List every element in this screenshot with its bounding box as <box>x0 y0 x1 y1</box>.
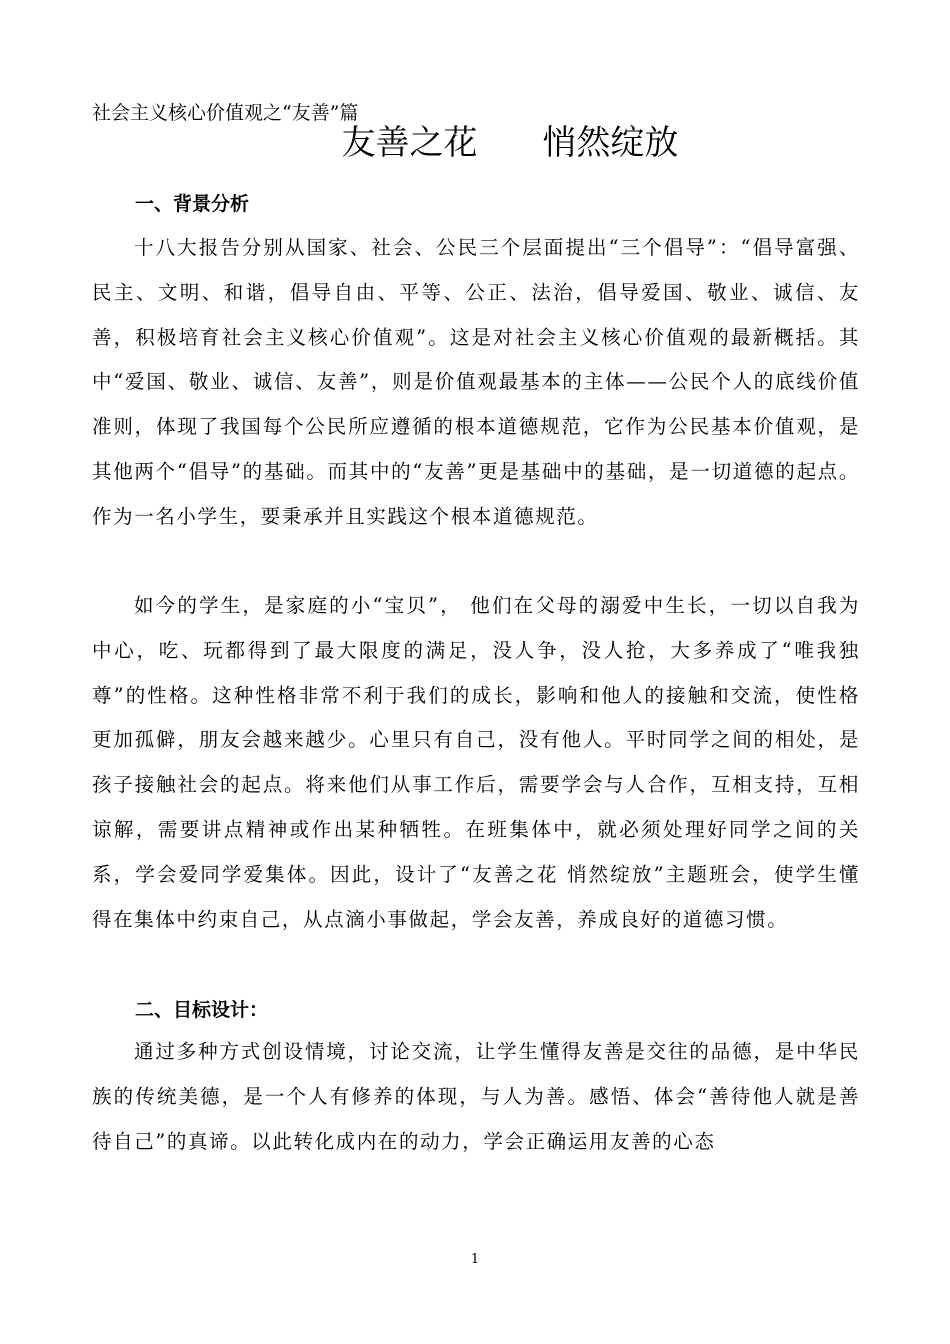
paragraph-goals-1: 通过多种方式创设情境，讨论交流，让学生懂得友善是交往的品德，是中华民族的传统美德，是一个人有修养的体现，与人为善。感悟、体会“善待他人就是善待自己”的真谛。以此转化成内在的动力，学会正确运用友善的心态 <box>92 1040 860 1153</box>
paragraph-background-1: 十八大报告分别从国家、社会、公民三个层面提出“三个倡导”：“倡导富强、民主、文明、和谐，倡导自由、平等、公正、法治，倡导爱国、敬业、诚信、友善，积极培育社会主义核心价值观”。这是对社会主义核心价值观的最新概括。其中“爱国、敬业、诚信、友善”，则是价值观最基本的主体——公民个人的底线价值准则，体现了我国每个公民所应遵循的根本道德规范，它作为公民基本价值观，是其他两个“倡导”的基础。而其中的“友善”更是基础中的基础，是一切道德的起点。作为一名小学生，要秉承并且实践这个根本道德规范。 <box>92 236 860 528</box>
paragraph-background-2: 如今的学生，是家庭的小“宝贝”， 他们在父母的溺爱中生长，一切以自我为中心，吃、玩都得到了最大限度的满足，没人争，没人抢，大多养成了“唯我独尊”的性格。这种性格非常不利于我们的成长，影响和他人的接触和交流，使性格更加孤僻，朋友会越来越少。心里只有自己，没有他人。平时同学之间的相处，是孩子接触社会的起点。将来他们从事工作后，需要学会与人合作，互相支持，互相谅解，需要讲点精神或作出某种牺牲。在班集体中，就必须处理好同学之间的关系，学会爱同学爱集体。因此，设计了“友善之花 悄然绽放”主题班会，使学生懂得在集体中约束自己，从点滴小事做起，学会友善，养成良好的道德习惯。 <box>92 594 860 931</box>
section-heading-goals: 二、目标设计： <box>135 999 269 1021</box>
page-number: 1 <box>470 1252 480 1267</box>
series-label: 社会主义核心价值观之“友善”篇 <box>92 102 359 124</box>
section-heading-background: 一、背景分析 <box>135 193 250 215</box>
document-title: 友善之花 悄然绽放 <box>341 123 679 163</box>
